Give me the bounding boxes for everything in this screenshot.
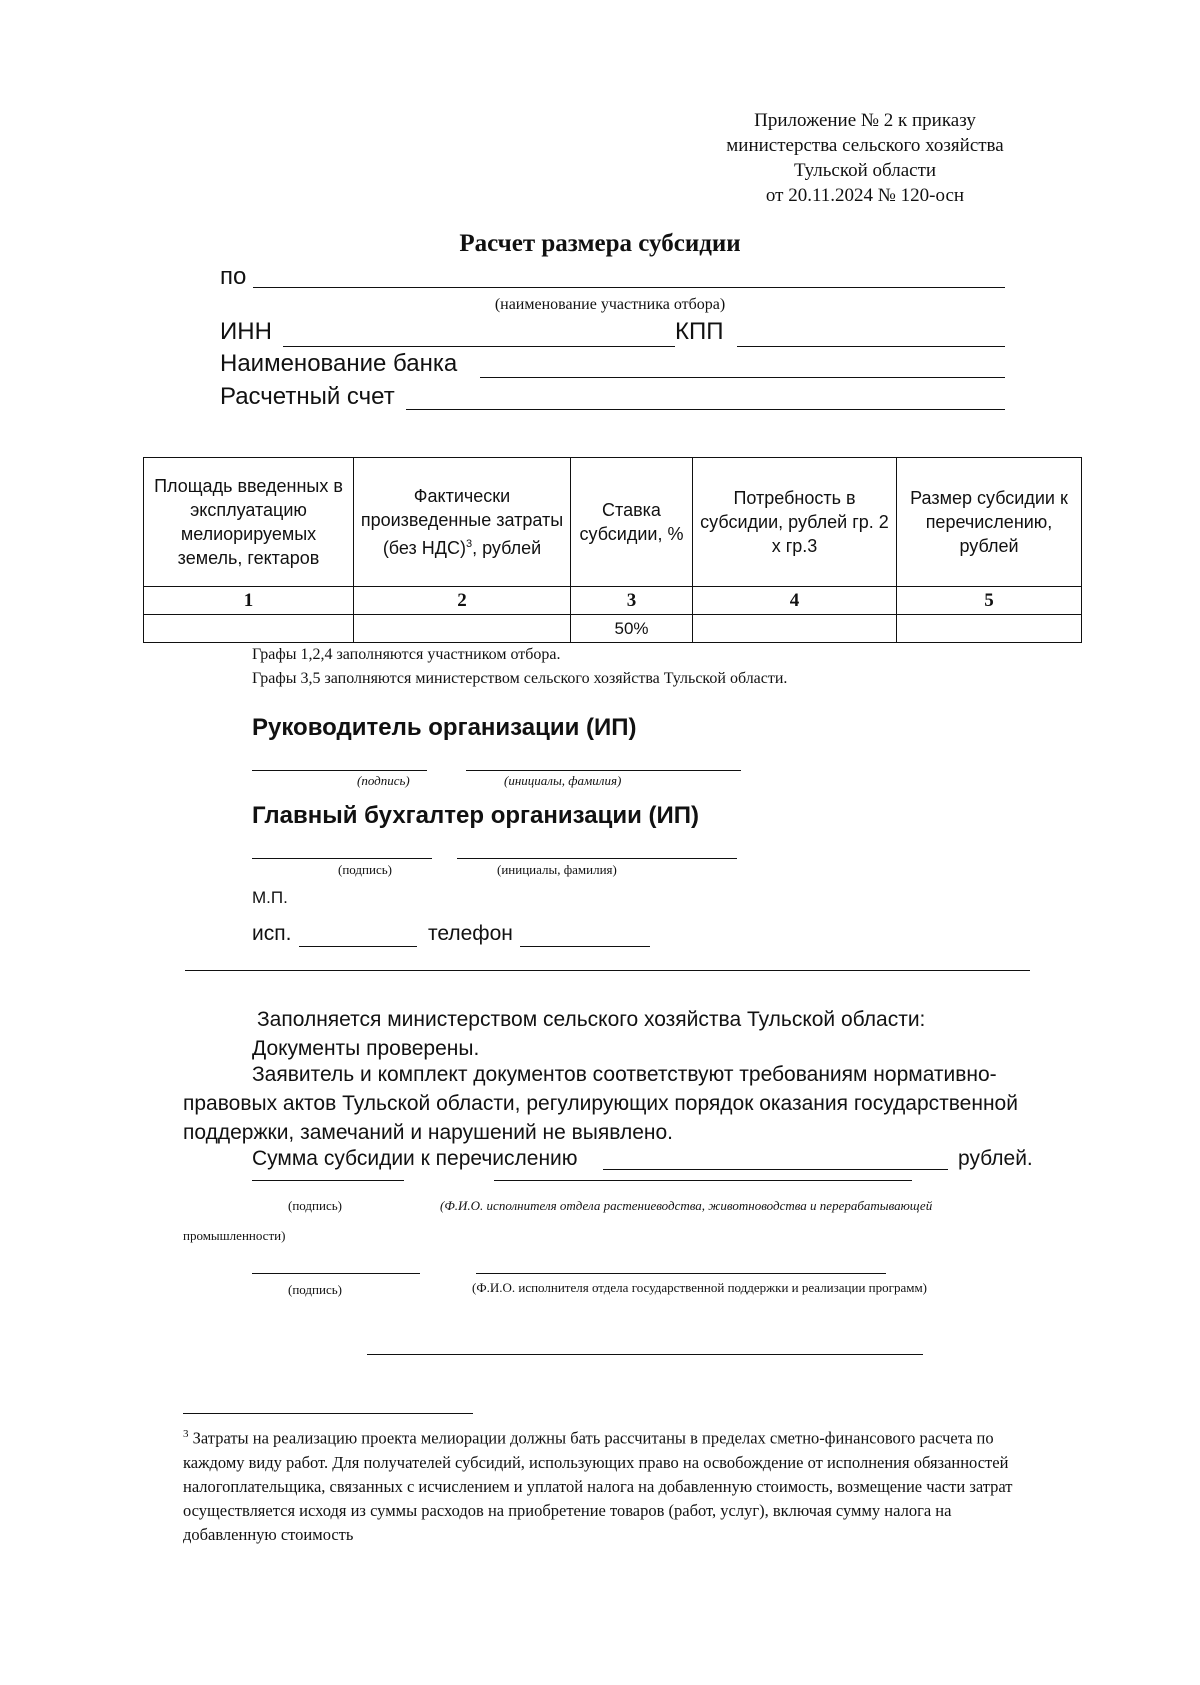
appendix-line: Приложение № 2 к приказу (754, 110, 976, 131)
sig1-name-caption: (Ф.И.О. исполнителя отдела растениеводства, животноводства и перерабатывающей (440, 1198, 933, 1213)
header-rate: Ставка субсидии, % (571, 458, 693, 587)
amount-cell[interactable] (897, 615, 1082, 643)
head-signature-line[interactable] (252, 770, 427, 771)
po-label: по (220, 263, 247, 290)
accountant-title: Главный бухгалтер организации (ИП) (252, 802, 699, 829)
header-area: Площадь введенных в эксплуатацию мелиорируемых земель, гектаров (144, 458, 354, 587)
header-amount: Размер субсидии к перечислению, рублей (897, 458, 1082, 587)
costs-cell[interactable] (354, 615, 571, 643)
column-number-row (144, 587, 1082, 615)
footnote-text: Затраты на реализацию проекта мелиорации должны бать рассчитаны в пределах сметно-финансового расчета по каждому виду работ. Для получателей субсидий, использующих право на освобождение от исполнения обязанностей налогоплательщика, связанных с исчислением и уплатой налога на добавленную стоимость, возмещение части затрат осуществляется исходя из суммы расходов на приобретение товаров (работ, услуг), включая сумму налога на добавленную стоимость (183, 1428, 1013, 1544)
page-title: Расчет размера субсидии (459, 230, 741, 257)
appendix-line: министерства сельского хозяйства (726, 135, 1004, 156)
header-need: Потребность в субсидии, рублей гр. 2 х гр.3 (693, 458, 897, 587)
bank-label: Наименование банка (220, 350, 458, 377)
table-header-row (144, 458, 1082, 587)
sig2-name-caption: (Ф.И.О. исполнителя отдела государственной поддержки и реализации программ) (472, 1280, 928, 1295)
accountant-signature-line[interactable] (252, 858, 432, 859)
account-input-line[interactable] (406, 409, 1005, 410)
inn-input-line[interactable] (283, 346, 675, 347)
head-name-line[interactable] (466, 770, 741, 771)
area-cell[interactable] (144, 615, 354, 643)
executor-label: исп. (252, 922, 292, 945)
table-row (144, 615, 1082, 643)
phone-input-line[interactable] (520, 946, 650, 947)
sum-input-line[interactable] (603, 1169, 948, 1170)
section-divider (185, 970, 1030, 971)
ministry-fill-heading: Заполняется министерством сельского хозяйства Тульской области: (257, 1008, 926, 1031)
po-caption: (наименование участника отбора) (494, 296, 726, 313)
sum-unit: рублей. (958, 1147, 1033, 1170)
stamp-label: М.П. (252, 888, 288, 907)
column-number: 3 (571, 587, 693, 615)
sum-label: Сумма субсидии к перечислению (252, 1147, 578, 1170)
sig2-signature-caption: (подпись) (288, 1282, 342, 1297)
footnote-marker: 3 (183, 1428, 189, 1440)
head-title: Руководитель организации (ИП) (252, 714, 637, 741)
note-participant: Графы 1,2,4 заполняются участником отбора. (252, 646, 561, 663)
note-ministry: Графы 3,5 заполняются министерством сельского хозяйства Тульской области. (252, 670, 788, 687)
appendix-line: Тульской области (793, 160, 937, 181)
head-signature-caption: (подпись) (357, 773, 410, 788)
sig2-signature-line[interactable] (252, 1273, 420, 1274)
header-costs (354, 458, 571, 587)
column-number: 5 (897, 587, 1082, 615)
header-costs-text: Фактически произведенные затраты (без НДС) (360, 486, 564, 558)
footnote-separator (183, 1413, 473, 1414)
kpp-label: КПП (675, 318, 724, 345)
accountant-name-line[interactable] (457, 858, 737, 859)
sig2-name-line[interactable] (476, 1273, 886, 1274)
accountant-signature-caption: (подпись) (338, 862, 392, 877)
head-name-caption: (инициалы, фамилия) (504, 773, 622, 788)
need-cell[interactable] (693, 615, 897, 643)
compliance-paragraph: Заявитель и комплект документов соответствуют требованиям нормативно-правовых актов Тульской области, регулирующих порядок оказания государственной поддержки, замечаний и нарушений не выявлено. (183, 1063, 1018, 1144)
phone-label: телефон (428, 922, 513, 945)
header-costs-tail: , рублей (472, 538, 542, 558)
appendix-line: от 20.11.2024 № 120-осн (765, 185, 965, 206)
sig1-signature-caption: (подпись) (288, 1198, 342, 1213)
appendix-header (695, 108, 1035, 208)
column-number: 4 (693, 587, 897, 615)
inn-label: ИНН (220, 318, 272, 345)
sig1-name-line[interactable] (494, 1180, 912, 1181)
kpp-input-line[interactable] (737, 346, 1005, 347)
executor-input-line[interactable] (299, 946, 417, 947)
account-label: Расчетный счет (220, 383, 395, 410)
documents-checked: Документы проверены. (252, 1037, 480, 1060)
accountant-name-caption: (инициалы, фамилия) (497, 862, 617, 877)
sig1-signature-line[interactable] (252, 1180, 404, 1181)
sig1-name-caption-cont: промышленности) (183, 1228, 286, 1243)
closing-line (367, 1354, 923, 1355)
column-number: 2 (354, 587, 571, 615)
bank-input-line[interactable] (480, 377, 1005, 378)
rate-cell: 50% (571, 615, 693, 643)
footnote-ref: 3 (465, 538, 473, 550)
subsidy-table (143, 457, 1082, 643)
footnote (183, 1422, 1043, 1547)
po-input-line[interactable] (253, 287, 1005, 288)
column-number: 1 (144, 587, 354, 615)
